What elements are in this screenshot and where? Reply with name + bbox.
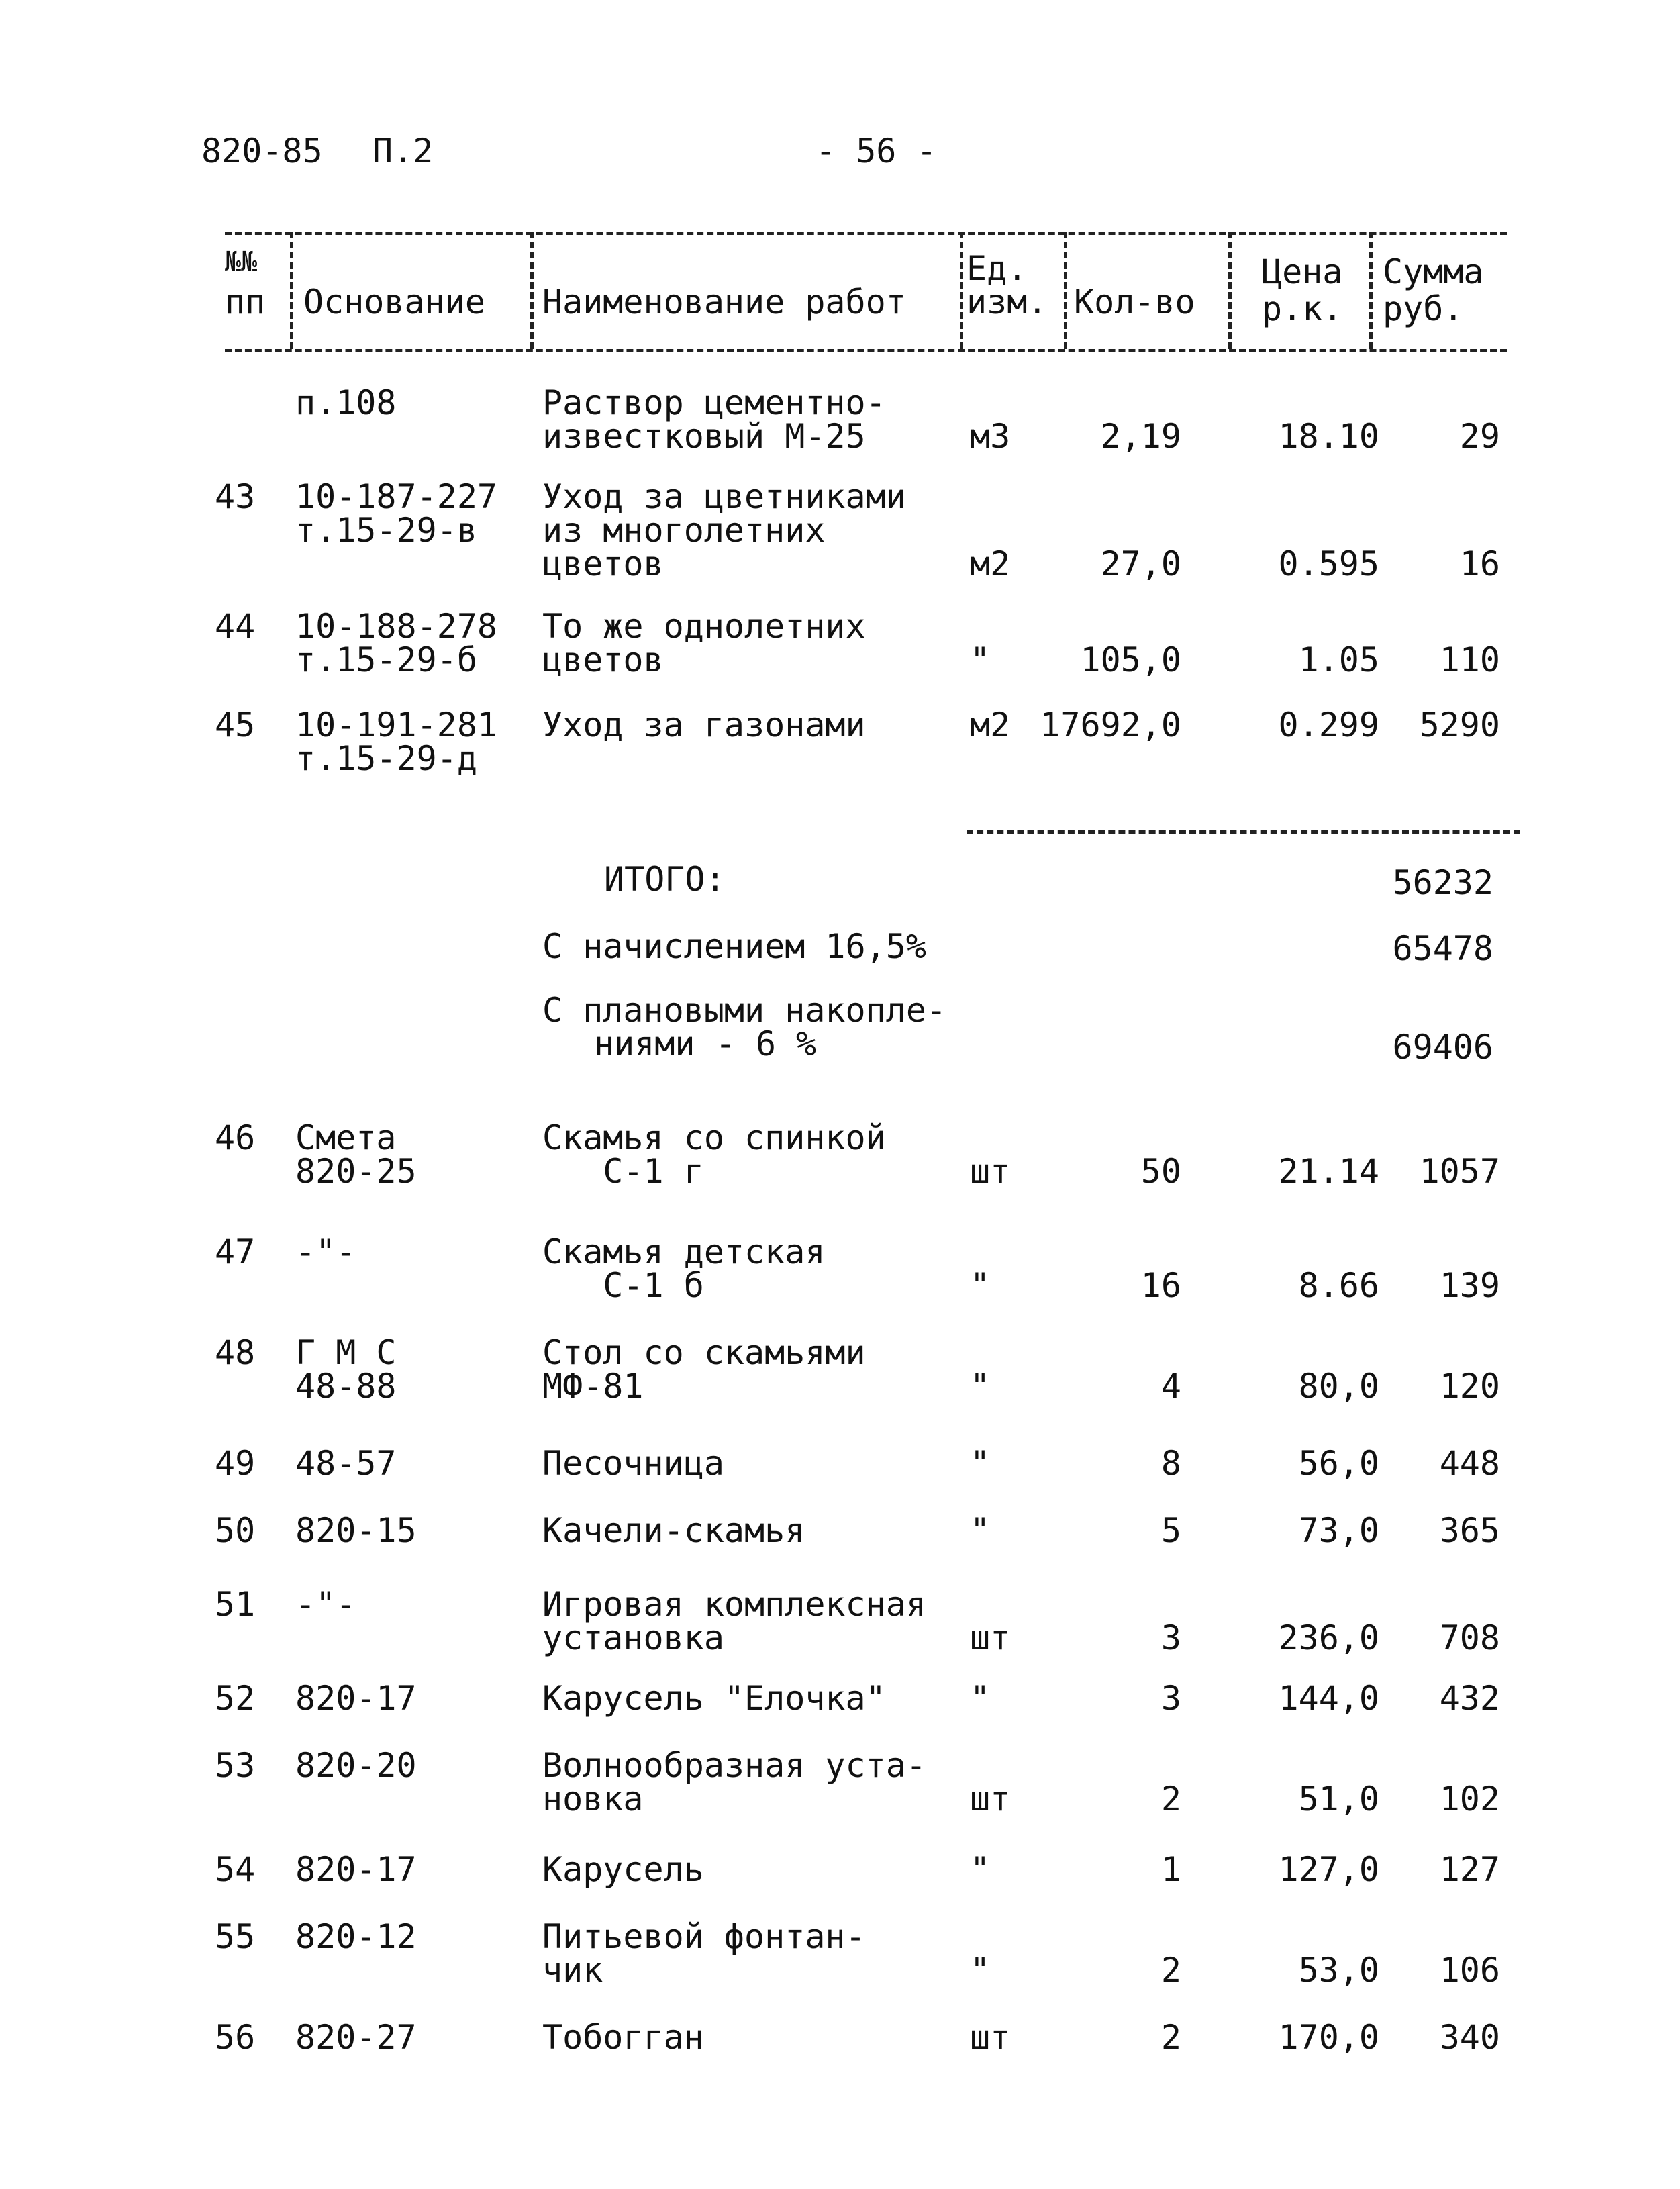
row-name: Качели-скамья (542, 1511, 805, 1550)
row-unit: шт (970, 2018, 1011, 2057)
row-unit: " (970, 1367, 991, 1406)
row-name: Скамья со спинкой (542, 1118, 886, 1157)
row-qty: 2 (1160, 1780, 1181, 1818)
row-basis: 820-27 (295, 2018, 417, 2057)
row-qty: 105,0 (1080, 640, 1181, 679)
row-name: Стол со скамьями (542, 1333, 866, 1372)
row-name: цветов (542, 544, 664, 583)
itogo-label: ИТОГО: (604, 860, 726, 899)
row-unit: " (970, 1511, 991, 1550)
header-price-2: р.к. (1262, 289, 1343, 328)
row-basis: 820-25 (295, 1152, 417, 1191)
page-number: - 56 - (816, 132, 937, 171)
col-divider-6 (1369, 232, 1373, 349)
row-name: Уход за газонами (542, 706, 866, 744)
row-qty: 2,19 (1100, 417, 1181, 456)
row-name: чик (542, 1951, 603, 1990)
row-basis: 820-15 (295, 1511, 417, 1550)
row-sum: 432 (1439, 1679, 1500, 1718)
header-basis: Основание (303, 283, 485, 322)
row-name: То же однолетних (542, 607, 866, 646)
planned-label-1: С плановыми накопле- (542, 991, 947, 1030)
row-qty: 3 (1160, 1679, 1181, 1718)
row-num: 46 (215, 1118, 256, 1157)
row-basis: Г М С (295, 1333, 397, 1372)
row-num: 55 (215, 1917, 256, 1956)
row-sum: 16 (1459, 544, 1500, 583)
col-divider-1 (290, 232, 293, 349)
row-price: 170,0 (1278, 2018, 1379, 2057)
row-name: новка (542, 1780, 644, 1818)
row-sum: 110 (1439, 640, 1500, 679)
row-qty: 4 (1160, 1367, 1181, 1406)
doc-code: 820-85 (201, 132, 323, 171)
row-qty: 2 (1160, 1951, 1181, 1990)
row-num: 44 (215, 607, 256, 646)
markup-value: 65478 (1392, 929, 1493, 968)
row-name: Игровая комплексная (542, 1585, 926, 1624)
row-sum: 708 (1439, 1618, 1500, 1657)
row-qty: 2 (1160, 2018, 1181, 2057)
row-name: Питьевой фонтан- (542, 1917, 866, 1956)
col-divider-2 (530, 232, 534, 349)
row-qty: 3 (1160, 1618, 1181, 1657)
row-qty: 1 (1160, 1850, 1181, 1889)
row-unit: " (970, 1444, 991, 1483)
header-unit-1: Ед. (967, 249, 1028, 288)
row-price: 0.595 (1278, 544, 1379, 583)
row-qty: 8 (1160, 1444, 1181, 1483)
row-qty: 27,0 (1100, 544, 1181, 583)
row-unit: м2 (970, 544, 1011, 583)
header-top-rule (225, 232, 1507, 235)
row-name: С-1 г (542, 1152, 704, 1191)
row-basis: т.15-29-б (295, 640, 477, 679)
row-sum: 365 (1439, 1511, 1500, 1550)
row-qty: 17692,0 (1040, 706, 1181, 744)
row-unit: шт (970, 1618, 1011, 1657)
col-divider-5 (1228, 232, 1232, 349)
row-num: 45 (215, 706, 256, 744)
row-sum: 448 (1439, 1444, 1500, 1483)
row-name: МФ-81 (542, 1367, 644, 1406)
row-basis: 820-12 (295, 1917, 417, 1956)
row-unit: " (970, 1266, 991, 1305)
row-sum: 120 (1439, 1367, 1500, 1406)
row-qty: 5 (1160, 1511, 1181, 1550)
row-basis: 10-187-227 (295, 477, 498, 516)
row-basis: -"- (295, 1232, 356, 1271)
row-basis: 48-88 (295, 1367, 397, 1406)
row-price: 73,0 (1298, 1511, 1379, 1550)
col-divider-3 (960, 232, 963, 349)
row-num: 54 (215, 1850, 256, 1889)
row-sum: 102 (1439, 1780, 1500, 1818)
row-num: 56 (215, 2018, 256, 2057)
row-basis: 820-17 (295, 1850, 417, 1889)
row-price: 53,0 (1298, 1951, 1379, 1990)
col-divider-4 (1064, 232, 1067, 349)
header-unit-2: изм. (967, 283, 1048, 322)
row-num: 43 (215, 477, 256, 516)
row-name: из многолетних (542, 511, 826, 550)
header-sum-2: руб. (1383, 289, 1464, 328)
header-bottom-rule (225, 349, 1507, 352)
row-basis: п.108 (295, 383, 397, 422)
row-name: Тобогган (542, 2018, 704, 2057)
row-basis: -"- (295, 1585, 356, 1624)
row-unit: шт (970, 1780, 1011, 1818)
row-qty: 50 (1140, 1152, 1181, 1191)
row-price: 0.299 (1278, 706, 1379, 744)
row-num: 49 (215, 1444, 256, 1483)
row-sum: 139 (1439, 1266, 1500, 1305)
row-unit: шт (970, 1152, 1011, 1191)
itogo-value: 56232 (1392, 863, 1493, 902)
row-unit: " (970, 1850, 991, 1889)
row-basis: Смета (295, 1118, 397, 1157)
row-unit: м2 (970, 706, 1011, 744)
row-name: С-1 б (542, 1266, 704, 1305)
row-price: 51,0 (1298, 1780, 1379, 1818)
planned-value: 69406 (1392, 1028, 1493, 1067)
row-basis: 10-188-278 (295, 607, 498, 646)
row-num: 47 (215, 1232, 256, 1271)
header-num-1: №№ (225, 246, 258, 277)
row-unit: " (970, 1679, 991, 1718)
row-num: 51 (215, 1585, 256, 1624)
row-price: 21.14 (1278, 1152, 1379, 1191)
header-num-2: пп (225, 283, 266, 322)
row-basis: 48-57 (295, 1444, 397, 1483)
row-name: установка (542, 1618, 724, 1657)
row-name: Раствор цементно- (542, 383, 886, 422)
row-unit: " (970, 1951, 991, 1990)
row-sum: 1057 (1419, 1152, 1500, 1191)
row-price: 144,0 (1278, 1679, 1379, 1718)
row-sum: 127 (1439, 1850, 1500, 1889)
header-qty: Кол-во (1074, 283, 1195, 322)
row-name: Волнообразная уста- (542, 1746, 926, 1785)
row-name: известковый М-25 (542, 417, 866, 456)
row-price: 56,0 (1298, 1444, 1379, 1483)
row-sum: 29 (1459, 417, 1500, 456)
row-qty: 16 (1140, 1266, 1181, 1305)
header-price-1: Цена (1262, 252, 1343, 291)
row-price: 18.10 (1278, 417, 1379, 456)
row-basis: т.15-29-д (295, 739, 477, 778)
row-unit: " (970, 640, 991, 679)
row-basis: 820-20 (295, 1746, 417, 1785)
row-price: 236,0 (1278, 1618, 1379, 1657)
markup-label: С начислением 16,5% (542, 927, 926, 966)
row-num: 50 (215, 1511, 256, 1550)
header-sum-1: Сумма (1383, 252, 1484, 291)
row-name: Песочница (542, 1444, 724, 1483)
row-name: Карусель "Елочка" (542, 1679, 886, 1718)
row-name: цветов (542, 640, 664, 679)
planned-label-2: ниями - 6 % (594, 1024, 817, 1063)
row-num: 53 (215, 1746, 256, 1785)
row-price: 1.05 (1298, 640, 1379, 679)
row-name: Скамья детская (542, 1232, 826, 1271)
row-sum: 5290 (1419, 706, 1500, 744)
row-basis: 10-191-281 (295, 706, 498, 744)
row-price: 8.66 (1298, 1266, 1379, 1305)
row-sum: 106 (1439, 1951, 1500, 1990)
section-label: П.2 (373, 132, 434, 171)
row-basis: 820-17 (295, 1679, 417, 1718)
row-price: 80,0 (1298, 1367, 1379, 1406)
totals-rule (967, 830, 1520, 834)
row-basis: т.15-29-в (295, 511, 477, 550)
row-name: Карусель (542, 1850, 704, 1889)
row-price: 127,0 (1278, 1850, 1379, 1889)
row-sum: 340 (1439, 2018, 1500, 2057)
row-unit: м3 (970, 417, 1011, 456)
row-num: 48 (215, 1333, 256, 1372)
header-name: Наименование работ (542, 283, 906, 322)
row-num: 52 (215, 1679, 256, 1718)
row-name: Уход за цветниками (542, 477, 906, 516)
